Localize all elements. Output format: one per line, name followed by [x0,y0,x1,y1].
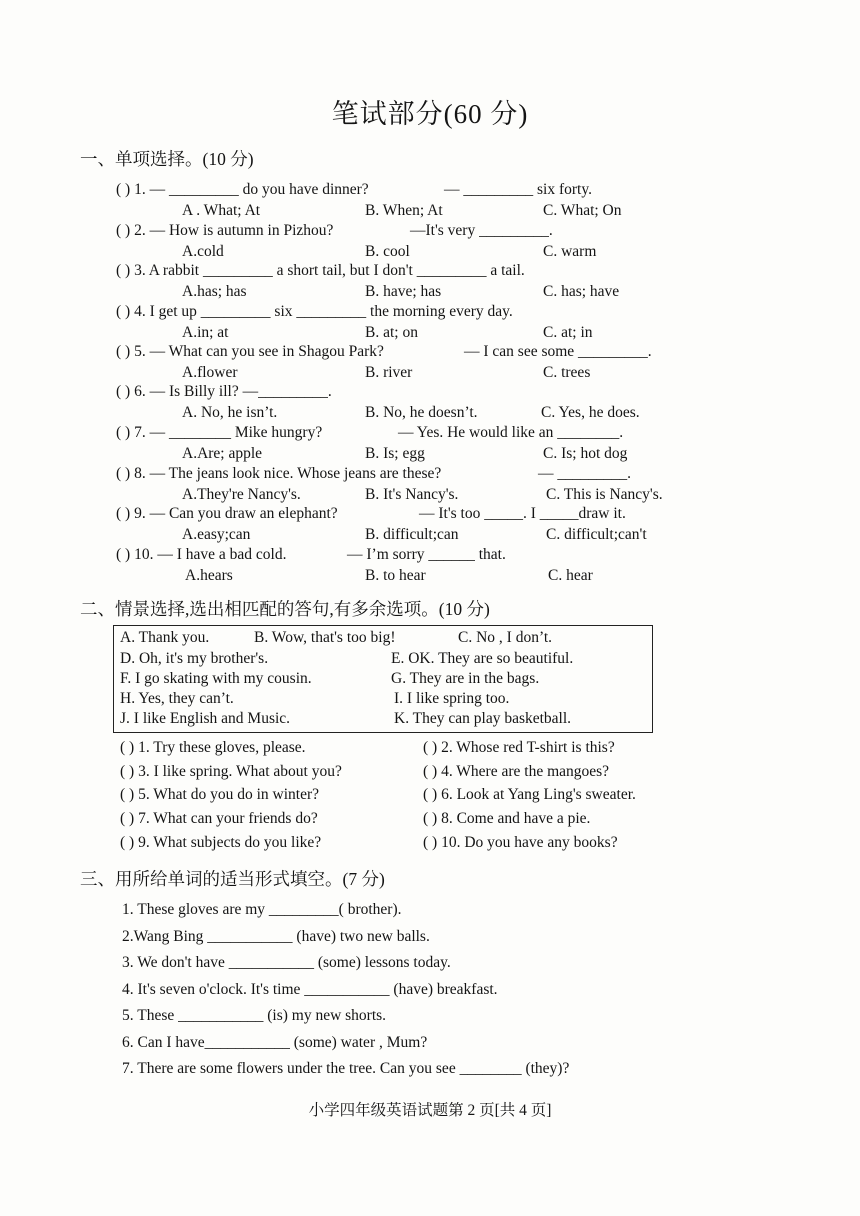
mc-option-a: A.They're Nancy's. [182,486,301,503]
mc-question-stem: ( ) 2. — How is autumn in Pizhou? [116,222,334,239]
answer-option: A. Thank you. [120,629,210,646]
answer-option: C. No , I don’t. [458,629,553,646]
mc-option-c: C. Is; hot dog [543,445,628,462]
answer-option: B. Wow, that's too big! [254,629,396,646]
section-2-heading: 二、情景选择,选出相匹配的答句,有多余选项。(10 分) [80,599,490,619]
page-footer: 小学四年级英语试题第 2 页[共 4 页] [308,1102,552,1119]
mc-question-response: — Yes. He would like an ________. [398,424,624,441]
section-1-heading: 一、单项选择。(10 分) [80,149,254,169]
mc-option-a: A.cold [182,243,224,260]
mc-question-response: — _________. [538,465,631,482]
fill-blank-item: 5. These ___________ (is) my new shorts. [122,1007,387,1024]
mc-question-stem: ( ) 10. — I have a bad cold. [116,546,287,563]
mc-option-c: C. hear [548,567,593,584]
mc-question-response: — I’m sorry ______ that. [347,546,506,563]
mc-option-c: C. has; have [543,283,620,300]
mc-option-b: B. cool [365,243,410,260]
dialogue-question: ( ) 4. Where are the mangoes? [423,763,610,780]
mc-question-stem: ( ) 9. — Can you draw an elephant? [116,505,338,522]
mc-question-response: — I can see some _________. [464,343,652,360]
mc-option-c: C. Yes, he does. [541,404,640,421]
dialogue-question: ( ) 7. What can your friends do? [120,810,318,827]
answer-option: I. I like spring too. [394,690,510,707]
dialogue-question: ( ) 8. Come and have a pie. [423,810,591,827]
dialogue-question: ( ) 2. Whose red T-shirt is this? [423,739,615,756]
mc-option-b: B. It's Nancy's. [365,486,459,503]
mc-option-a: A.hears [185,567,233,584]
mc-option-a: A.flower [182,364,238,381]
answer-option: H. Yes, they can’t. [120,690,234,707]
answer-option: J. I like English and Music. [120,710,291,727]
mc-option-c: C. This is Nancy's. [546,486,663,503]
dialogue-question: ( ) 6. Look at Yang Ling's sweater. [423,786,636,803]
fill-blank-item: 1. These gloves are my _________( brother). [122,901,402,918]
mc-option-a: A.in; at [182,324,229,341]
mc-question-stem: ( ) 1. — _________ do you have dinner? [116,181,369,198]
mc-option-c: C. trees [543,364,591,381]
mc-option-b: B. Is; egg [365,445,425,462]
mc-option-a: A. No, he isn’t. [182,404,278,421]
answer-option: F. I go skating with my cousin. [120,670,312,687]
dialogue-question: ( ) 9. What subjects do you like? [120,834,322,851]
mc-option-b: B. river [365,364,413,381]
dialogue-question: ( ) 5. What do you do in winter? [120,786,320,803]
section-3-heading: 三、用所给单词的适当形式填空。(7 分) [80,869,385,889]
mc-option-c: C. at; in [543,324,593,341]
mc-question-response: — It's too _____. I _____draw it. [419,505,626,522]
mc-question-response: — _________ six forty. [444,181,592,198]
mc-option-a: A.Are; apple [182,445,263,462]
dialogue-question: ( ) 10. Do you have any books? [423,834,618,851]
mc-option-c: C. warm [543,243,597,260]
page-title: 笔试部分(60 分) [331,99,529,129]
answer-option: E. OK. They are so beautiful. [391,650,574,667]
answer-option: D. Oh, it's my brother's. [120,650,269,667]
answer-options-box [113,625,653,733]
mc-question-response: —It's very _________. [410,222,553,239]
mc-question-stem: ( ) 4. I get up _________ six _________ the morning every day. [116,303,513,320]
fill-blank-item: 3. We don't have ___________ (some) lessons today. [122,954,451,971]
mc-question-stem: ( ) 7. — ________ Mike hungry? [116,424,323,441]
mc-question-stem: ( ) 6. — Is Billy ill? —_________. [116,383,332,400]
mc-option-b: B. No, he doesn’t. [365,404,478,421]
mc-option-b: B. to hear [365,567,426,584]
fill-blank-item: 7. There are some flowers under the tree. Can you see ________ (they)? [122,1060,570,1077]
mc-option-a: A.easy;can [182,526,251,543]
mc-option-b: B. at; on [365,324,418,341]
mc-option-c: C. difficult;can't [546,526,647,543]
answer-option: K. They can play basketball. [394,710,572,727]
mc-question-stem: ( ) 3. A rabbit _________ a short tail, but I don't _________ a tail. [116,262,525,279]
answer-option: G. They are in the bags. [391,670,540,687]
dialogue-question: ( ) 3. I like spring. What about you? [120,763,342,780]
mc-option-b: B. have; has [365,283,442,300]
mc-option-a: A.has; has [182,283,247,300]
fill-blank-item: 6. Can I have___________ (some) water , Mum? [122,1034,428,1051]
mc-question-stem: ( ) 8. — The jeans look nice. Whose jeans are these? [116,465,442,482]
fill-blank-item: 2.Wang Bing ___________ (have) two new balls. [122,928,430,945]
mc-option-c: C. What; On [543,202,622,219]
mc-option-b: B. When; At [365,202,443,219]
fill-blank-item: 4. It's seven o'clock. It's time ___________ (have) breakfast. [122,981,498,998]
mc-question-stem: ( ) 5. — What can you see in Shagou Park? [116,343,384,360]
mc-option-a: A . What; At [182,202,261,219]
dialogue-question: ( ) 1. Try these gloves, please. [120,739,306,756]
mc-option-b: B. difficult;can [365,526,459,543]
